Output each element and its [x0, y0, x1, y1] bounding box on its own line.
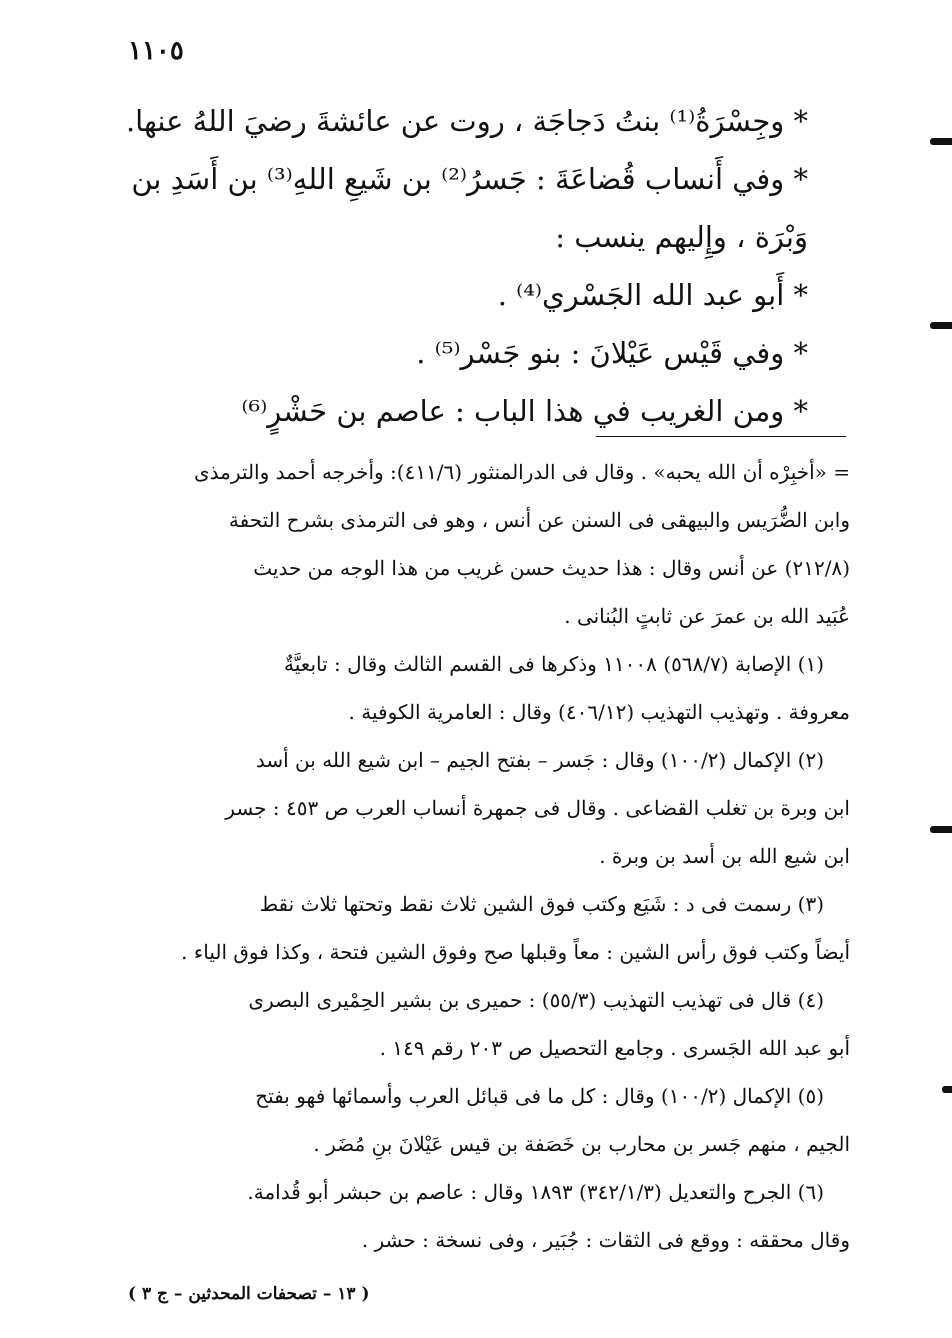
footnote-line: = «أخبِرْه أن الله يحبه» . وقال فى الدرالمنثور (٤١١/٦): وأخرجه أحمد والترمذى — [194, 460, 850, 484]
page-number: ١١٠٥ — [128, 36, 184, 66]
footnote-line: (٦) الجرح والتعديل (٣٤٢/١/٣) ١٨٩٣ وقال : عاصم بن حبشر أبو قُدامة. — [247, 1180, 824, 1204]
main-line: * ومن الغريب في هذا الباب : عاصم بن حَشْرٍ⁽⁶⁾ — [241, 394, 808, 428]
footnotes — [118, 448, 850, 1264]
main-line: * أَبو عبد الله الجَسْري⁽⁴⁾ . — [497, 278, 808, 312]
edge-mark — [930, 826, 952, 833]
footnote-line: ابن وبرة بن تغلب القضاعى . وقال فى جمهرة أنساب العرب ص ٤٥٣ : جسر — [225, 796, 850, 820]
edge-mark — [930, 322, 952, 329]
footnote-line: معروفة . وتهذيب التهذيب (٤٠٦/١٢) وقال : العامرية الكوفية . — [348, 700, 850, 724]
footnote-divider — [596, 436, 846, 437]
footnote-line: أيضاً وكتب فوق رأس الشين : معاً وقبلها صح وفوق الشين فتحة ، وكذا فوق الياء . — [181, 940, 850, 964]
footnote-line: (٢١٢/٨) عن أنس وقال : هذا حديث حسن غريب من هذا الوجه من حديث — [253, 556, 850, 580]
footnote-line: (١) الإصابة (٥٦٨/٧) ١١٠٠٨ وذكرها فى القسم الثالث وقال : تابعيَّةٌ — [284, 652, 824, 676]
footer-signature: ( ١٣ – تصحفات المحدثين – ج ٣ ) — [128, 1284, 370, 1304]
edge-mark — [942, 1086, 952, 1093]
main-line: * وفي قَيْس عَيْلانَ : بنو جَسْر⁽⁵⁾ . — [416, 336, 808, 370]
footnote-line: ابن شيع الله بن أسد بن وبرة . — [599, 844, 850, 868]
footnote-line: (٤) قال فى تهذيب التهذيب (٥٥/٣) : حميرى بن بشير الحِمْيرى البصرى — [248, 988, 824, 1012]
footnote-line: عُبَيد الله بن عمرَ عن ثابتٍ البُنانى . — [564, 604, 850, 628]
footnote-line: وابن الضُّرَيس والبيهقى فى السنن عن أنس ، وهو فى الترمذى بشرح التحفة — [228, 508, 850, 532]
main-line: * وفي أَنساب قُضاعَةَ : جَسرُ⁽²⁾ بن شَيعِ اللهِ⁽³⁾ بن أَسَدِ بن — [131, 162, 808, 196]
main-line: وَبْرَة ، وإِليهم ينسب : — [555, 220, 808, 254]
footnote-line: (٥) الإكمال (١٠٠/٢) وقال : كل ما فى قبائل العرب وأسمائها فهو بفتح — [255, 1084, 824, 1108]
footnote-line: وقال محققه : ووقع فى الثقات : جُبَير ، وفى نسخة : حشر . — [361, 1228, 850, 1252]
main-text — [118, 92, 808, 440]
footnote-line: أبو عبد الله الجَسرى . وجامع التحصيل ص ٢٠٣ رقم ١٤٩ . — [379, 1036, 850, 1060]
footnote-line: (٣) رسمت فى د : شَيَع وكتب فوق الشين ثلاث نقط وتحتها ثلاث نقط — [259, 892, 824, 916]
footnote-line: الجيم ، منهم جَسر بن محارب بن خَصَفة بن قيس عَيْلانَ بنِ مُضَر . — [313, 1132, 850, 1156]
main-line: * وجِسْرَةُ⁽¹⁾ بنتُ دَجاجَة ، روت عن عائشةَ رضيَ اللهُ عنها. — [125, 104, 808, 138]
footnote-line: (٢) الإكمال (١٠٠/٢) وقال : جَسر – بفتح الجيم – ابن شيع الله بن أسد — [255, 748, 824, 772]
edge-mark — [930, 138, 952, 145]
